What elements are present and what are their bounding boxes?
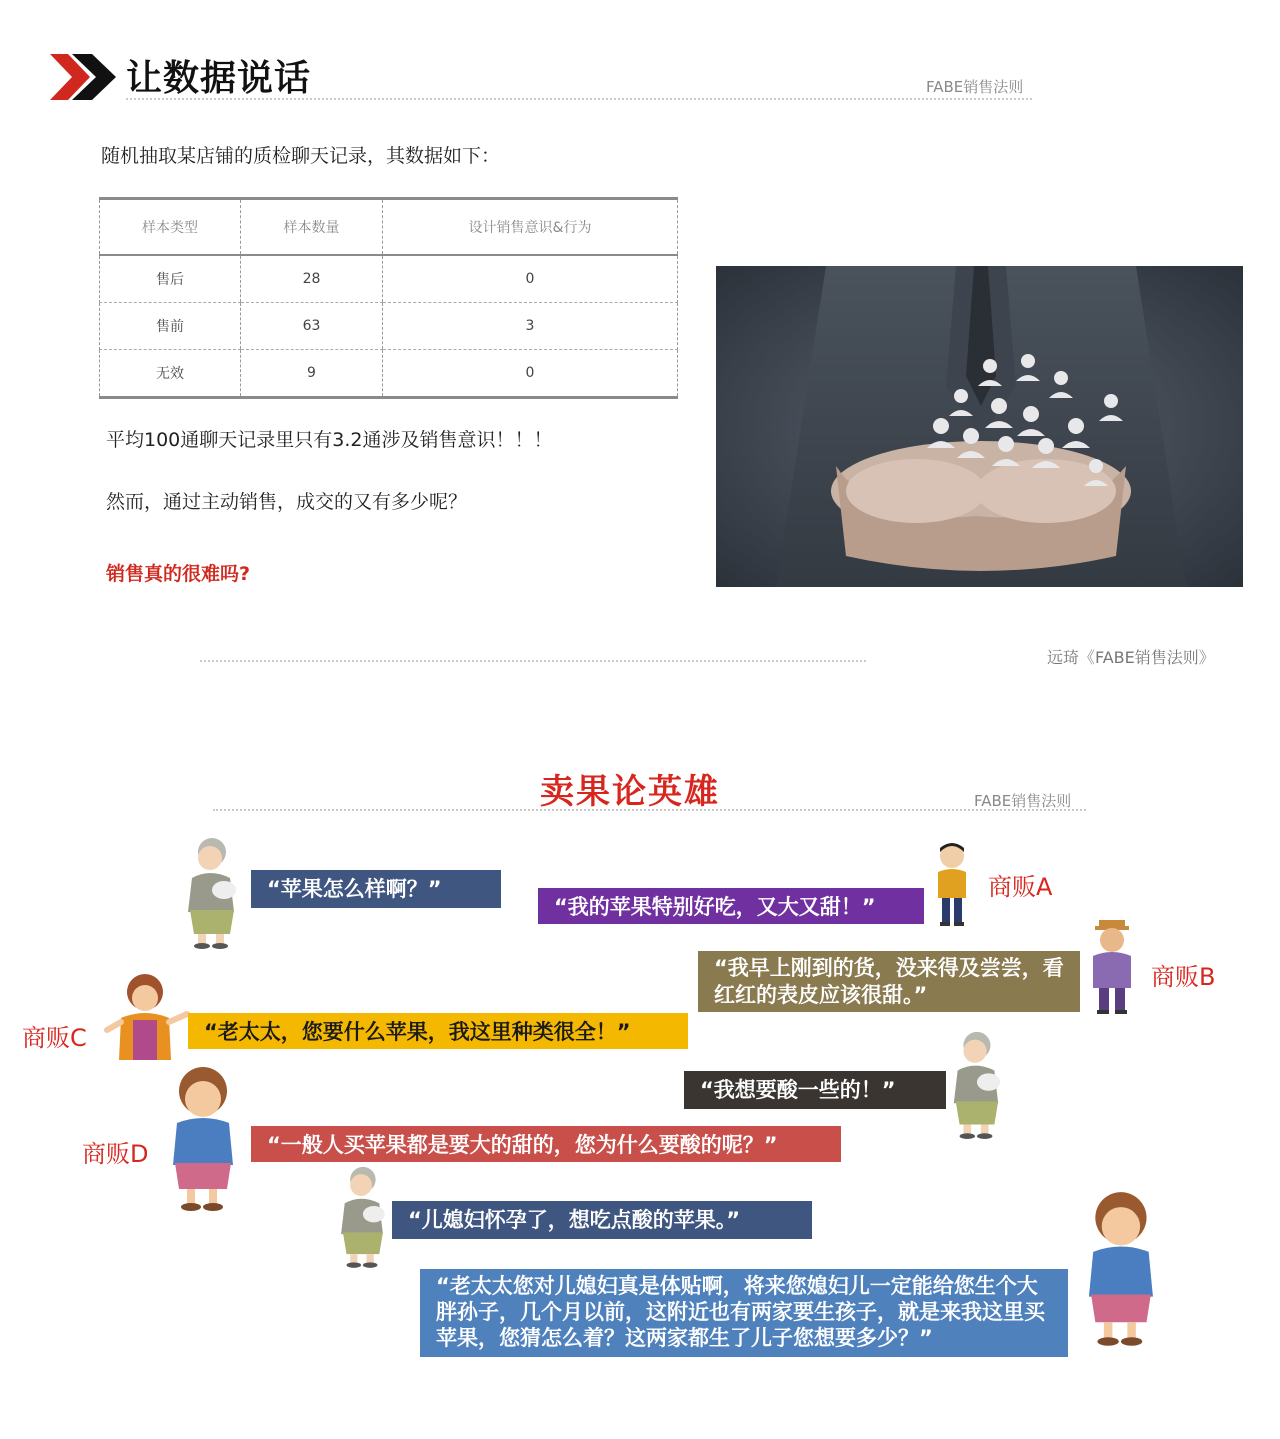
table-cell: 0: [383, 255, 678, 303]
table-row: [100, 350, 678, 398]
stat-summary-text: 平均100通聊天记录里只有3.2通涉及销售意识！！！: [106, 429, 553, 451]
vendor-c-label: 商贩C: [22, 1024, 87, 1052]
vendor-c-figure: [99, 970, 191, 1060]
table-cell: 3: [383, 303, 678, 350]
vendor-b-figure: [1087, 918, 1137, 1016]
table-cell: 0: [383, 350, 678, 398]
bubble-vendor-d-pitch: “老太太您对儿媳妇真是体贴啊，将来您媳妇儿一定能给您生个大胖孙子，几个月以前，这附近也有两家要生孩子，就是来我这里买苹果，您猜怎么着？这两家都生了儿子您想要多少？”: [420, 1269, 1068, 1357]
hands-people-photo: [716, 266, 1243, 587]
grandma-figure-3: [332, 1160, 392, 1272]
bubble-grandma-ask: “苹果怎么样啊？”: [251, 870, 501, 908]
bubble-vendor-d-ask: “一般人买苹果都是要大的甜的，您为什么要酸的呢？”: [251, 1126, 841, 1162]
header-sample-type: 样本类型: [100, 199, 241, 256]
bubble-vendor-c: “老太太，您要什么苹果，我这里种类很全！”: [188, 1013, 688, 1049]
table-cell: 9: [241, 350, 383, 398]
slide1-tag: FABE销售法则: [926, 78, 1024, 96]
title-divider: [126, 98, 1032, 100]
vendor-d-label: 商贩D: [82, 1140, 149, 1168]
table-row: [100, 303, 678, 350]
table-header-row: [100, 199, 678, 256]
table-cell: 售后: [100, 255, 241, 303]
vendor-d-figure-2: [1076, 1190, 1168, 1350]
header-sample-count: 样本数量: [241, 199, 383, 256]
credit-text: 远琦《FABE销售法则》: [1047, 648, 1215, 667]
bubble-grandma-reason: “儿媳妇怀孕了，想吃点酸的苹果。”: [392, 1201, 812, 1239]
bubble-grandma-sour: “我想要酸一些的！”: [684, 1071, 946, 1109]
table-row: [100, 255, 678, 303]
chevron-arrow-icon: [50, 54, 116, 100]
bubble-vendor-b: “我早上刚到的货，没来得及尝尝，看红红的表皮应该很甜。”: [698, 951, 1080, 1012]
intro-text: 随机抽取某店铺的质检聊天记录，其数据如下：: [101, 145, 501, 167]
grandma-figure-2: [944, 1028, 1008, 1140]
slide2-divider: [213, 809, 1086, 811]
vendor-b-label: 商贩B: [1151, 963, 1216, 991]
bubble-vendor-a: “我的苹果特别好吃，又大又甜！”: [538, 888, 924, 924]
header-sales-behavior: 设计销售意识&行为: [383, 199, 678, 256]
slide2-title: 卖果论英雄: [540, 772, 720, 812]
table-cell: 28: [241, 255, 383, 303]
vendor-a-figure: [934, 842, 970, 928]
vendor-d-figure-1: [163, 1065, 245, 1215]
table-cell: 63: [241, 303, 383, 350]
table-cell: 无效: [100, 350, 241, 398]
highlight-question: 销售真的很难吗?: [106, 563, 251, 585]
vendor-a-label: 商贩A: [988, 873, 1053, 901]
table-cell: 售前: [100, 303, 241, 350]
bottom-divider: [200, 660, 866, 662]
slide2-tag: FABE销售法则: [974, 792, 1072, 810]
grandma-figure-1: [178, 834, 244, 950]
stats-table: [99, 197, 678, 399]
question-text: 然而，通过主动销售，成交的又有多少呢？: [106, 491, 468, 513]
slide1-title: 让数据说话: [126, 58, 312, 99]
